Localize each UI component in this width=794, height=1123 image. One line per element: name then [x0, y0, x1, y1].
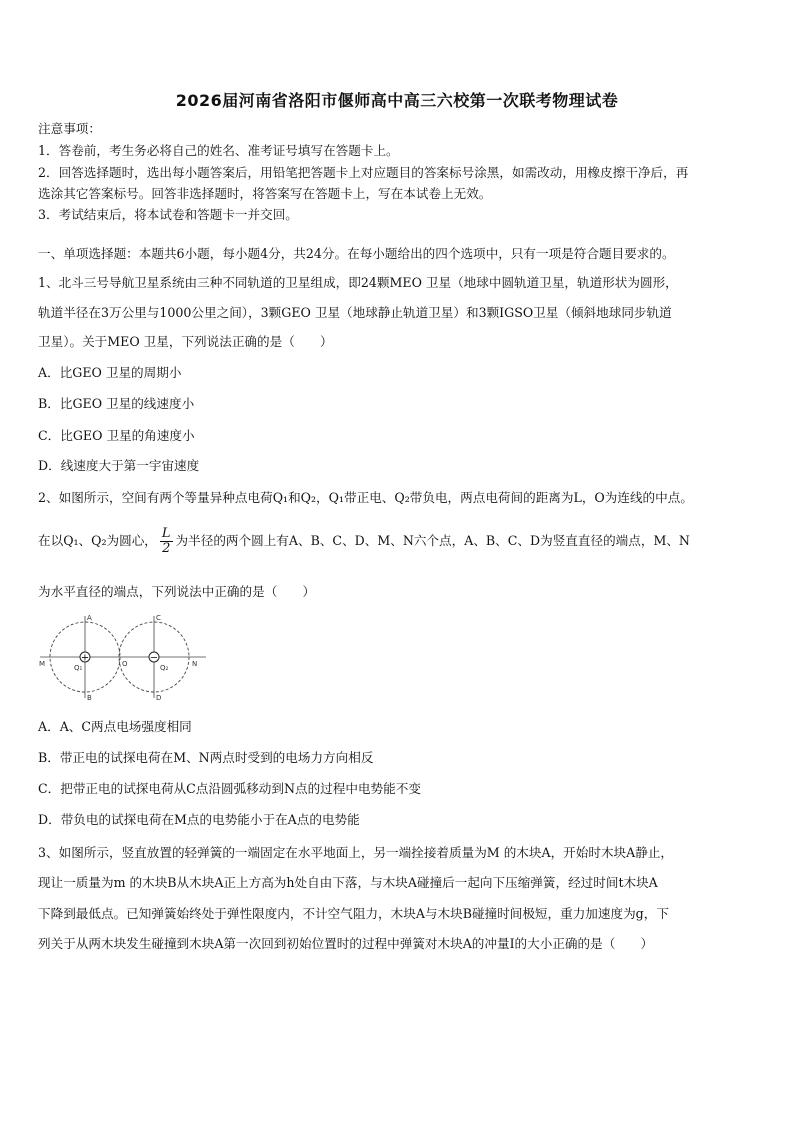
label-d: D: [156, 694, 162, 702]
q1-option-d: D．线速度大于第一宇宙速度: [38, 458, 200, 473]
label-q2: Q₂: [160, 664, 169, 672]
label-b: B: [87, 694, 92, 702]
notice-item-2-cont: 选涂其它答案标号。回答非选择题时，将答案写在答题卡上，写在本试卷上无效。: [38, 186, 492, 201]
label-c: C: [156, 614, 161, 622]
fraction-numerator: L: [161, 526, 171, 541]
q2-stem-line-2: [38, 527, 760, 556]
q3-stem-line-3: 下降到最低点。已知弹簧始终处于弹性限度内，不计空气阻力，木块A与木块B碰撞时间极短，重力加速度为g，下: [38, 906, 669, 921]
q2-option-b: B．带正电的试探电荷在M、N两点时受到的电场力方向相反: [38, 750, 374, 765]
notice-item-1: 1．答卷前，考生务必将自己的姓名、准考证号填写在答题卡上。: [38, 143, 399, 158]
notice-heading: 注意事项：: [38, 121, 101, 136]
label-o: O: [122, 660, 128, 668]
q1-stem-line-2: 轨道半径在3万公里与1000公里之间），3颗GEO 卫星（地球静止轨道卫星）和3颗IGSO卫星（倾斜地球同步轨道: [38, 305, 672, 320]
notice-item-3: 3．考试结束后，将本试卷和答题卡一并交回。: [38, 207, 298, 222]
q1-stem-line-1: 1、北斗三号导航卫星系统由三种不同轨道的卫星组成，即24颗MEO 卫星（地球中圆轨道卫星，轨道形状为圆形，: [38, 275, 678, 290]
charges-circles-figure: [36, 610, 211, 702]
q3-stem-line-4: 列关于从两木块发生碰撞到木块A第一次回到初始位置时的过程中弹簧对木块A的冲量I的大小正确的是（ ）: [38, 936, 654, 951]
q1-option-b: B．比GEO 卫星的线速度小: [38, 396, 195, 411]
notice-item-2: 2．回答选择题时，选出每小题答案后，用铅笔把答题卡上对应题目的答案标号涂黑，如需改动，用橡皮擦干净后，再: [38, 165, 689, 180]
q2-option-d: D．带负电的试探电荷在M点的电势能小于在A点的电势能: [38, 812, 360, 827]
label-n: N: [192, 660, 198, 668]
half-l-fraction: [160, 527, 173, 556]
q2-stem-line-2-post: 为半径的两个圆上有A、B、C、D、M、N六个点，A、B、C、D为竖直直径的端点，M、N: [175, 533, 690, 548]
q2-option-c: C．把带正电的试探电荷从C点沿圆弧移动到N点的过程中电势能不变: [38, 781, 421, 796]
q2-option-a: A．A、C两点电场强度相同: [38, 719, 192, 734]
label-q1: Q₁: [74, 664, 83, 672]
label-m: M: [39, 660, 46, 668]
q1-option-a: A．比GEO 卫星的周期小: [38, 365, 182, 380]
page-title: 2026届河南省洛阳市偃师高中高三六校第一次联考物理试卷: [175, 91, 619, 110]
plus-sign: +: [80, 652, 90, 664]
q3-stem-line-1: 3、如图所示，竖直放置的轻弹簧的一端固定在水平地面上，另一端拴接着质量为M 的木块A，开始时木块A静止，: [38, 845, 674, 860]
fraction-denominator: 2: [162, 541, 171, 556]
q1-option-c: C．比GEO 卫星的角速度小: [38, 428, 195, 443]
q2-stem-line-1: 2、如图所示，空间有两个等量异种点电荷Q₁和Q₂，Q₁带正电、Q₂带负电，两点电荷间的距离为L，O为连线的中点。: [38, 490, 693, 505]
minus-sign: −: [149, 652, 159, 664]
q1-stem-line-3: 卫星）。关于MEO 卫星，下列说法正确的是（ ）: [38, 334, 333, 349]
label-a: A: [87, 614, 92, 622]
q3-stem-line-2: 现让一质量为m 的木块B从木块A正上方高为h处自由下落，与木块A碰撞后一起向下压缩弹簧，经过时间t木块A: [38, 875, 658, 890]
q2-stem-line-3: 为水平直径的端点，下列说法中正确的是（ ）: [38, 584, 316, 599]
q2-stem-line-2-pre: 在以Q₁、Q₂为圆心，: [38, 533, 157, 548]
section-heading: 一、单项选择题：本题共6小题，每小题4分，共24分。在每小题给出的四个选项中，只有一项是符合题目要求的。: [38, 246, 675, 261]
